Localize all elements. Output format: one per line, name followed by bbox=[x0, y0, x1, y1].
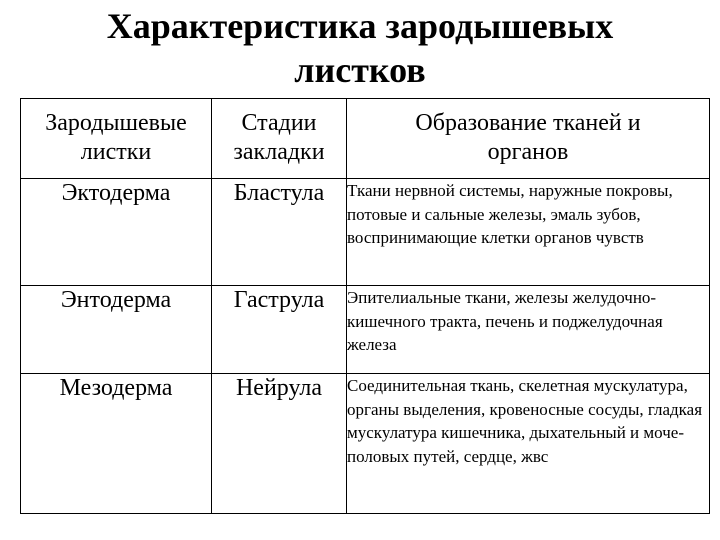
slide-title-line-2: листков bbox=[294, 50, 426, 90]
slide-title-line-1: Характеристика зародышевых bbox=[106, 6, 614, 46]
header-germ-layers bbox=[21, 99, 212, 179]
table-row bbox=[21, 286, 710, 374]
stage-cell: Нейрула bbox=[212, 374, 347, 514]
formation-cell: Ткани нервной системы, наружные покровы, потовые и сальные железы, эмаль зубов, воспринимающие клетки органов чувств bbox=[347, 179, 710, 286]
formation-cell: Соединительная ткань, скелетная мускулатура, органы выделения, кровеносные сосуды, гладкая мускулатура кишечника, дыхательный и моче-половых путей, сердце, жвс bbox=[347, 374, 710, 514]
slide-title bbox=[0, 4, 720, 92]
table-row bbox=[21, 179, 710, 286]
germ-layers-table bbox=[20, 98, 710, 514]
stage-cell: Гаструла bbox=[212, 286, 347, 374]
table-header-row bbox=[21, 99, 710, 179]
header-stages bbox=[212, 99, 347, 179]
header-stages-line-2: закладки bbox=[233, 138, 325, 165]
header-formation-line-2: органов bbox=[487, 138, 569, 165]
layer-cell: Эктодерма bbox=[21, 179, 212, 286]
header-formation bbox=[347, 99, 710, 179]
layer-cell: Энтодерма bbox=[21, 286, 212, 374]
layer-cell: Мезодерма bbox=[21, 374, 212, 514]
table-row bbox=[21, 374, 710, 514]
header-germ-layers-line-2: листки bbox=[80, 138, 152, 165]
header-germ-layers-line-1: Зародышевые bbox=[45, 109, 187, 136]
header-formation-line-1: Образование тканей и bbox=[415, 109, 641, 136]
stage-cell: Бластула bbox=[212, 179, 347, 286]
formation-cell: Эпителиальные ткани, железы желудочно-кишечного тракта, печень и поджелудочная железа bbox=[347, 286, 710, 374]
header-stages-line-1: Стадии bbox=[241, 109, 317, 136]
